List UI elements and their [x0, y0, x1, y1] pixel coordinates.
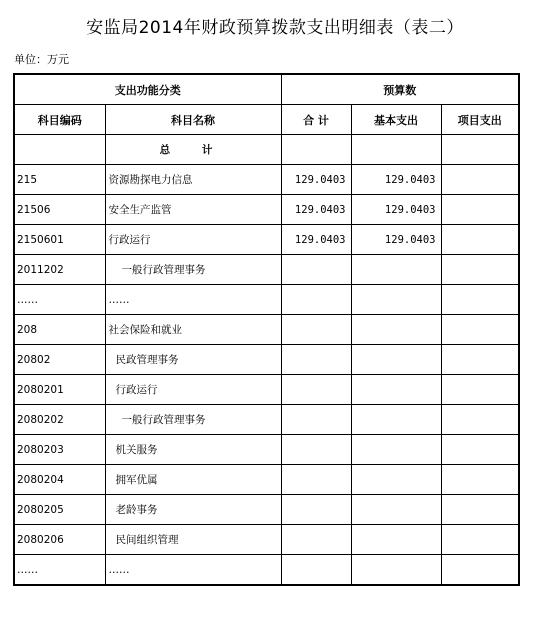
header-code: 科目编码	[14, 105, 105, 135]
table-row	[14, 195, 519, 225]
total-project-cell	[441, 135, 519, 165]
total-label: 总 计	[105, 135, 281, 165]
row-basic-cell	[351, 345, 441, 375]
row-name-cell: ……	[105, 555, 281, 586]
table-row	[14, 255, 519, 285]
row-code-cell: ……	[14, 555, 105, 586]
row-code-cell: 2080205	[14, 495, 105, 525]
row-name-cell: 社会保险和就业	[105, 315, 281, 345]
row-basic-cell	[351, 465, 441, 495]
total-row	[14, 135, 519, 165]
header-total: 合 计	[281, 105, 351, 135]
row-project-cell	[441, 465, 519, 495]
row-total-cell	[281, 315, 351, 345]
total-basic-cell	[351, 135, 441, 165]
row-basic-cell	[351, 285, 441, 315]
table-row	[14, 465, 519, 495]
table-row	[14, 225, 519, 255]
row-basic-cell: 129.0403	[351, 225, 441, 255]
row-name-cell: 安全生产监管	[105, 195, 281, 225]
row-project-cell	[441, 225, 519, 255]
row-basic-cell: 129.0403	[351, 165, 441, 195]
row-code-cell: 2080202	[14, 405, 105, 435]
table-row	[14, 555, 519, 586]
row-basic-cell: 129.0403	[351, 195, 441, 225]
header-group-functional: 支出功能分类	[14, 74, 281, 105]
row-total-cell	[281, 405, 351, 435]
row-total-cell: 129.0403	[281, 165, 351, 195]
row-code-cell: 21506	[14, 195, 105, 225]
table-row	[14, 405, 519, 435]
row-project-cell	[441, 375, 519, 405]
table-row	[14, 525, 519, 555]
table-row	[14, 315, 519, 345]
row-code-cell: 2080206	[14, 525, 105, 555]
row-basic-cell	[351, 555, 441, 586]
row-total-cell	[281, 375, 351, 405]
row-basic-cell	[351, 435, 441, 465]
row-project-cell	[441, 495, 519, 525]
table-row	[14, 345, 519, 375]
row-name-cell: 资源勘探电力信息	[105, 165, 281, 195]
row-project-cell	[441, 435, 519, 465]
row-code-cell: 2080204	[14, 465, 105, 495]
budget-table	[13, 73, 520, 586]
row-total-cell	[281, 435, 351, 465]
row-code-cell: 215	[14, 165, 105, 195]
row-code-cell: 2150601	[14, 225, 105, 255]
unit-label: 单位：万元	[14, 53, 69, 66]
row-code-cell: 20802	[14, 345, 105, 375]
row-total-cell	[281, 555, 351, 586]
row-code-cell: 208	[14, 315, 105, 345]
row-total-cell	[281, 525, 351, 555]
row-name-cell: 一般行政管理事务	[105, 405, 281, 435]
row-total-cell	[281, 285, 351, 315]
row-basic-cell	[351, 315, 441, 345]
row-project-cell	[441, 525, 519, 555]
row-basic-cell	[351, 525, 441, 555]
row-name-cell: 老龄事务	[105, 495, 281, 525]
row-name-cell: 拥军优属	[105, 465, 281, 495]
row-total-cell	[281, 345, 351, 375]
row-name-cell: 行政运行	[105, 225, 281, 255]
row-project-cell	[441, 285, 519, 315]
header-name: 科目名称	[105, 105, 281, 135]
row-total-cell	[281, 255, 351, 285]
table-row	[14, 435, 519, 465]
row-total-cell: 129.0403	[281, 195, 351, 225]
row-project-cell	[441, 165, 519, 195]
row-project-cell	[441, 255, 519, 285]
row-code-cell: 2080201	[14, 375, 105, 405]
row-basic-cell	[351, 405, 441, 435]
row-basic-cell	[351, 375, 441, 405]
table-row	[14, 285, 519, 315]
row-code-cell: ……	[14, 285, 105, 315]
row-project-cell	[441, 555, 519, 586]
row-name-cell: 行政运行	[105, 375, 281, 405]
table-row	[14, 165, 519, 195]
row-basic-cell	[351, 495, 441, 525]
row-total-cell: 129.0403	[281, 225, 351, 255]
row-project-cell	[441, 405, 519, 435]
row-code-cell: 2011202	[14, 255, 105, 285]
row-name-cell: 民政管理事务	[105, 345, 281, 375]
row-project-cell	[441, 345, 519, 375]
row-project-cell	[441, 315, 519, 345]
row-project-cell	[441, 195, 519, 225]
row-name-cell: 民间组织管理	[105, 525, 281, 555]
row-total-cell	[281, 465, 351, 495]
total-code-cell	[14, 135, 105, 165]
row-name-cell: 一般行政管理事务	[105, 255, 281, 285]
total-sum-cell	[281, 135, 351, 165]
row-total-cell	[281, 495, 351, 525]
row-code-cell: 2080203	[14, 435, 105, 465]
row-name-cell: 机关服务	[105, 435, 281, 465]
row-basic-cell	[351, 255, 441, 285]
header-project: 项目支出	[441, 105, 519, 135]
table-row	[14, 495, 519, 525]
header-group-budget: 预算数	[281, 74, 519, 105]
page-title: 安监局2014年财政预算拨款支出明细表（表二）	[86, 18, 464, 38]
header-basic: 基本支出	[351, 105, 441, 135]
table-row	[14, 375, 519, 405]
row-name-cell: ……	[105, 285, 281, 315]
